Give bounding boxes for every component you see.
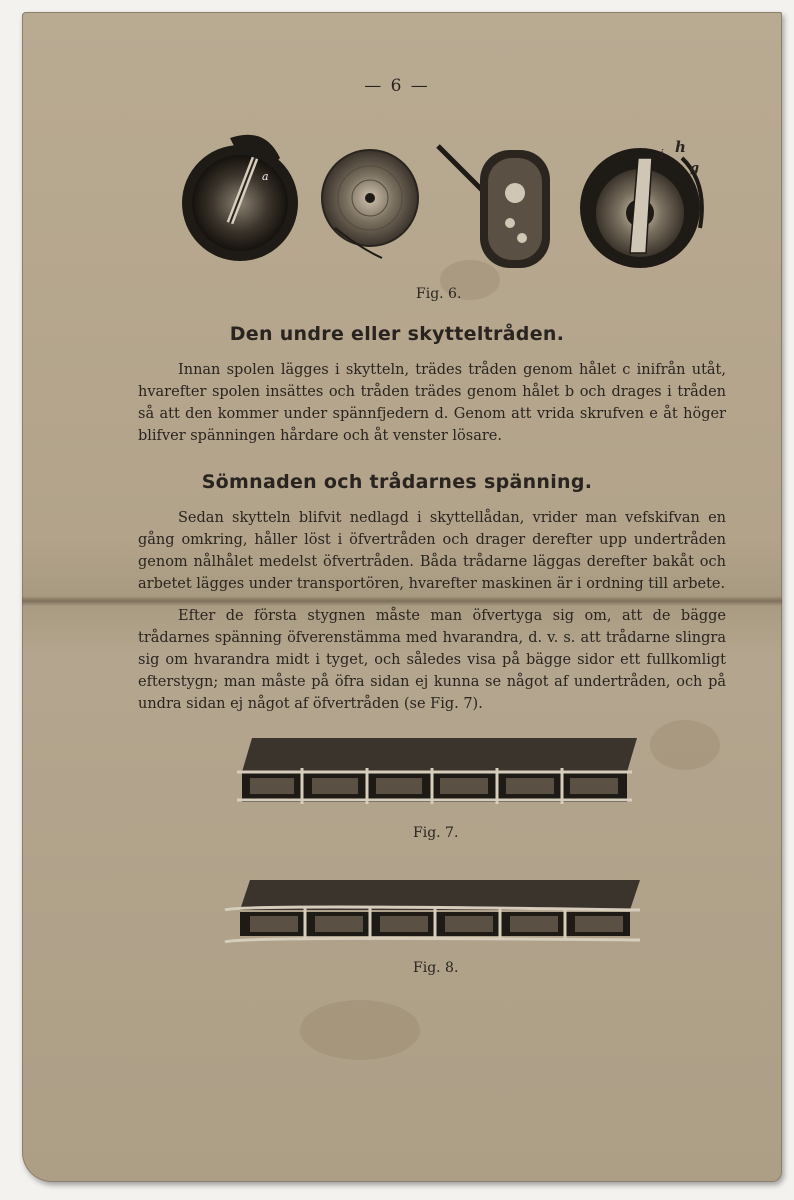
section-heading: Sömnaden och trådarnes spänning. xyxy=(201,471,593,493)
fig6-label-a: a xyxy=(262,170,269,183)
figure-7-caption: Fig. 7. xyxy=(413,825,459,841)
figure-8-illustration xyxy=(220,874,650,954)
shuttle-side-icon xyxy=(438,146,550,268)
fig6-label-i: i xyxy=(660,147,664,161)
bobbin-case-icon xyxy=(182,135,298,261)
fig6-label-g: g xyxy=(690,161,700,176)
section-heading: Den undre eller skytteltråden. xyxy=(229,323,565,345)
figure-6-illustration xyxy=(170,128,710,278)
paragraph: Innan spolen lägges i skytteln, trädes tråden genom hålet c inifrån utåt, hvarefter spolen insättes och tråden trädes genom hålet b och drages i tråden så att den kommer under spännfjedern d. Genom att vrida skrufven e åt höger blifver spänningen hårdare och åt venster lösare. xyxy=(138,362,726,444)
paragraph: Sedan skytteln blifvit nedlagd i skyttellådan, vrider man vefskifvan en gång omkring, håller löst i öfvertråden och drager derefter upp undertråden genom nålhålet medelst öfvertråden. Båda trådarne läggas derefter bakåt och arbetet lägges under transportören, hvarefter maskinen är i ordning till arbete. xyxy=(138,510,726,592)
bobbin-spool-icon xyxy=(322,150,418,258)
shuttle-open-icon xyxy=(580,148,702,268)
figure-8-caption: Fig. 8. xyxy=(413,960,459,976)
figure-6-caption: Fig. 6. xyxy=(416,286,462,302)
paragraph: Efter de första stygnen måste man öfvertyga sig om, att de bägge trådarnes spänning öfverenstämma med hvarandra, d. v. s. att trådarne slingra sig om hvarandra midt i tyget, och således visa på bägge sidor ett fullkomligt efterstygn; man måste på öfra sidan ej kunna se något af undertråden, och på undra sidan ej något af öfvertråden (se Fig. 7). xyxy=(138,608,726,712)
figure-7-illustration xyxy=(232,730,642,810)
fig6-label-h: h xyxy=(675,138,686,156)
page-number: — 6 — xyxy=(364,76,430,96)
paper-stain xyxy=(300,1000,420,1060)
paper-stain xyxy=(650,720,720,770)
